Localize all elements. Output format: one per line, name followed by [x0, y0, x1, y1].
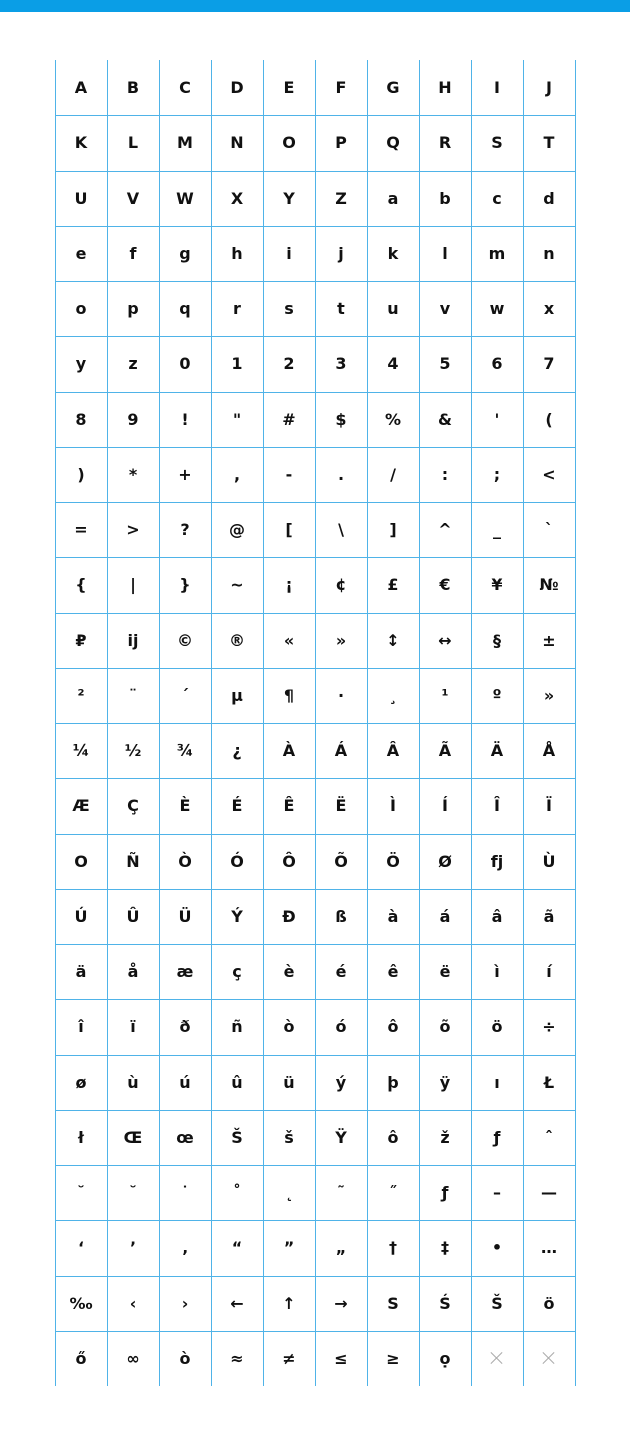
glyph-cell: å	[127, 962, 139, 982]
glyph-cell: ù	[127, 1072, 139, 1092]
glyph-cell: {	[75, 575, 87, 595]
glyph-cell: ¿	[232, 741, 242, 761]
glyph-cell: X	[230, 188, 244, 208]
glyph-cell: B	[126, 78, 140, 98]
glyph-cell: y	[75, 354, 87, 374]
glyph-cell: â	[491, 906, 503, 926]
glyph-cell: ~	[230, 575, 244, 595]
glyph-cell: '	[494, 409, 500, 429]
glyph-cell: :	[441, 464, 449, 484]
glyph-cell: №	[539, 575, 559, 595]
glyph-cell: "	[232, 409, 242, 429]
glyph-cell: †	[389, 1238, 397, 1258]
glyph-cell: ½	[124, 741, 142, 761]
glyph-cell: Ï	[546, 796, 552, 816]
glyph-cell: ö	[491, 1017, 503, 1037]
glyph-cell: 6	[491, 354, 503, 374]
glyph-cell: —	[541, 1183, 557, 1203]
glyph-cell: v	[439, 299, 451, 319]
glyph-cell: Â	[386, 741, 400, 761]
glyph-cell: Ł	[543, 1072, 555, 1092]
glyph-cell: ˚	[233, 1183, 241, 1203]
glyph-cell: 1	[231, 354, 243, 374]
glyph-cell: Œ	[123, 1127, 143, 1147]
glyph-cell: ²	[77, 685, 85, 705]
glyph-cell: G	[386, 78, 400, 98]
glyph-cell: ï	[130, 1017, 136, 1037]
glyph-cell: š	[284, 1127, 294, 1147]
glyph-cell: “	[231, 1238, 243, 1258]
glyph-cell: ₽	[75, 630, 87, 650]
glyph-cell: ∞	[126, 1348, 140, 1368]
glyph-cell: %	[384, 409, 402, 429]
glyph-cell: Š	[231, 1127, 243, 1147]
glyph-cell: Ç	[127, 796, 139, 816]
glyph-cell: +	[178, 464, 192, 484]
glyph-cell: ò	[179, 1348, 191, 1368]
glyph-cell: Ø	[438, 851, 452, 871]
glyph-cell: à	[387, 906, 399, 926]
glyph-cell: Š	[491, 1293, 503, 1313]
glyph-cell: ·	[337, 685, 345, 705]
glyph-cell: ‰	[69, 1293, 93, 1313]
glyph-cell: É	[231, 796, 243, 816]
glyph-cell: ‹	[129, 1293, 137, 1313]
glyph-cell: Ë	[335, 796, 347, 816]
glyph-cell: ]	[389, 520, 397, 540]
glyph-cell: -	[285, 464, 293, 484]
glyph-cell: é	[335, 962, 347, 982]
glyph-cell: æ	[176, 962, 194, 982]
glyph-cell: ƒ	[441, 1183, 449, 1203]
glyph-row	[55, 668, 575, 723]
glyph-cell: Ô	[282, 851, 296, 871]
glyph-cell: d	[543, 188, 555, 208]
grid-column-line	[575, 60, 576, 1386]
glyph-cell: ¨	[129, 685, 137, 705]
glyph-cell: Ò	[178, 851, 192, 871]
glyph-cell: z	[128, 354, 138, 374]
glyph-cell: 9	[127, 409, 139, 429]
glyph-cell: H	[438, 78, 452, 98]
glyph-cell: ý	[335, 1072, 347, 1092]
glyph-cell: .	[337, 464, 345, 484]
glyph-cell: »	[543, 685, 555, 705]
glyph-row	[55, 226, 575, 281]
glyph-cell: j	[338, 243, 344, 263]
glyph-cell: i	[286, 243, 292, 263]
glyph-cell: ø	[75, 1072, 87, 1092]
glyph-cell: M	[177, 133, 193, 153]
glyph-cell: h	[231, 243, 243, 263]
glyph-cell: ç	[232, 962, 242, 982]
glyph-cell: =	[74, 520, 88, 540]
glyph-cell: ő	[75, 1348, 87, 1368]
glyph-cell: #	[282, 409, 296, 429]
top-accent-bar	[0, 0, 630, 12]
glyph-cell: ĳ	[127, 630, 139, 650]
glyph-cell: Ã	[438, 741, 452, 761]
glyph-row	[55, 557, 575, 612]
glyph-cell: E	[283, 78, 295, 98]
glyph-cell: @	[229, 520, 245, 540]
glyph-cell: Û	[126, 906, 140, 926]
glyph-cell: ↑	[282, 1293, 296, 1313]
glyph-cell: S	[491, 133, 503, 153]
glyph-cell: ì	[494, 962, 500, 982]
glyph-cell: Ý	[231, 906, 243, 926]
glyph-cell: 3	[335, 354, 347, 374]
glyph-cell: ,	[233, 464, 241, 484]
glyph-cell: ˘	[129, 1183, 137, 1203]
glyph-cell: ´	[181, 685, 189, 705]
glyph-row	[55, 1055, 575, 1110]
missing-glyph-cell	[471, 1331, 523, 1386]
glyph-cell: „	[335, 1238, 347, 1258]
glyph-cell: F	[335, 78, 347, 98]
glyph-cell: ƒ	[493, 1127, 501, 1147]
glyph-cell: <	[542, 464, 556, 484]
glyph-row	[55, 1165, 575, 1220]
glyph-cell: }	[179, 575, 191, 595]
glyph-cell: o	[75, 299, 87, 319]
glyph-cell: Ú	[74, 906, 88, 926]
glyph-cell: À	[282, 741, 296, 761]
glyph-cell: |	[130, 575, 136, 595]
glyph-row	[55, 392, 575, 447]
glyph-row	[55, 60, 575, 115]
glyph-cell: ÿ	[439, 1072, 451, 1092]
glyph-cell: Ð	[282, 906, 296, 926]
glyph-cell: ò	[283, 1017, 295, 1037]
glyph-cell: ˘	[77, 1183, 85, 1203]
glyph-cell: ê	[387, 962, 399, 982]
glyph-cell: µ	[231, 685, 243, 705]
glyph-cell: Á	[334, 741, 348, 761]
glyph-cell: *	[128, 464, 138, 484]
glyph-cell: →	[334, 1293, 348, 1313]
glyph-cell: r	[233, 299, 241, 319]
glyph-cell: p	[127, 299, 139, 319]
glyph-cell: [	[285, 520, 293, 540]
glyph-cell: ˜	[337, 1183, 345, 1203]
glyph-row	[55, 1331, 575, 1386]
glyph-cell: Ś	[439, 1293, 451, 1313]
glyph-cell: «	[283, 630, 295, 650]
glyph-cell: ñ	[231, 1017, 243, 1037]
glyph-cell: ≈	[230, 1348, 244, 1368]
glyph-row	[55, 613, 575, 668]
glyph-row	[55, 1220, 575, 1275]
glyph-cell: w	[489, 299, 505, 319]
glyph-cell: £	[387, 575, 399, 595]
glyph-row	[55, 834, 575, 889]
glyph-cell: ‚	[181, 1238, 189, 1258]
glyph-cell: î	[78, 1017, 84, 1037]
glyph-cell: ¢	[335, 575, 347, 595]
glyph-cell: ¾	[176, 741, 194, 761]
glyph-cell: k	[387, 243, 399, 263]
glyph-cell: ¡	[285, 575, 293, 595]
glyph-row	[55, 281, 575, 336]
glyph-cell: I	[494, 78, 500, 98]
glyph-cell: ó	[335, 1017, 347, 1037]
glyph-cell: Å	[542, 741, 556, 761]
glyph-cell: n	[543, 243, 555, 263]
glyph-row	[55, 778, 575, 833]
glyph-row	[55, 999, 575, 1054]
glyph-cell: ↕	[386, 630, 400, 650]
glyph-row	[55, 944, 575, 999]
glyph-cell: Ó	[230, 851, 244, 871]
glyph-cell: Î	[494, 796, 500, 816]
glyph-cell: ‡	[441, 1238, 449, 1258]
glyph-cell: Ö	[386, 851, 400, 871]
glyph-cell: û	[231, 1072, 243, 1092]
glyph-cell: È	[179, 796, 191, 816]
glyph-row	[55, 115, 575, 170]
glyph-cell: §	[493, 630, 501, 650]
crossed-box-icon	[490, 1351, 504, 1365]
glyph-cell: R	[438, 133, 452, 153]
glyph-cell: ±	[542, 630, 556, 650]
glyph-cell: ’	[129, 1238, 137, 1258]
glyph-cell: ˝	[389, 1183, 397, 1203]
glyph-cell: ©	[177, 630, 193, 650]
glyph-cell: ?	[180, 520, 190, 540]
glyph-cell: 5	[439, 354, 451, 374]
glyph-cell: \	[338, 520, 344, 540]
glyph-cell: O	[282, 133, 296, 153]
glyph-cell: &	[438, 409, 452, 429]
glyph-cell: ≤	[334, 1348, 348, 1368]
glyph-cell: $	[335, 409, 347, 429]
glyph-cell: í	[546, 962, 552, 982]
glyph-cell: Ü	[178, 906, 192, 926]
glyph-cell: »	[335, 630, 347, 650]
glyph-cell: ≠	[282, 1348, 296, 1368]
glyph-cell: U	[74, 188, 88, 208]
glyph-cell: ð	[179, 1017, 191, 1037]
glyph-cell: ^	[438, 520, 452, 540]
glyph-cell: è	[283, 962, 295, 982]
glyph-row	[55, 502, 575, 557]
glyph-cell: ˆ	[545, 1127, 553, 1147]
glyph-cell: e	[75, 243, 87, 263]
glyph-cell: Z	[335, 188, 347, 208]
glyph-cell: 7	[543, 354, 555, 374]
glyph-cell: O	[74, 851, 88, 871]
glyph-cell: N	[230, 133, 244, 153]
glyph-cell: ←	[230, 1293, 244, 1313]
glyph-cell: c	[492, 188, 502, 208]
glyph-cell: Ì	[390, 796, 396, 816]
glyph-cell: ↔	[438, 630, 452, 650]
glyph-cell: ˙	[181, 1183, 189, 1203]
glyph-cell: ;	[493, 464, 501, 484]
glyph-cell: ˛	[285, 1183, 293, 1203]
glyph-cell: ä	[75, 962, 87, 982]
glyph-row	[55, 336, 575, 391]
glyph-cell: m	[488, 243, 506, 263]
glyph-row	[55, 1110, 575, 1165]
glyph-cell: S	[387, 1293, 399, 1313]
glyph-cell: (	[545, 409, 553, 429]
glyph-cell: W	[176, 188, 194, 208]
glyph-cell: f	[129, 243, 137, 263]
glyph-cell: Q	[386, 133, 400, 153]
glyph-cell: ã	[543, 906, 555, 926]
glyph-cell: !	[181, 409, 189, 429]
glyph-cell: )	[77, 464, 85, 484]
glyph-cell: œ	[176, 1127, 194, 1147]
glyph-cell: ß	[335, 906, 347, 926]
glyph-cell: Æ	[72, 796, 90, 816]
glyph-cell: g	[179, 243, 191, 263]
glyph-cell: C	[179, 78, 191, 98]
glyph-cell: ›	[181, 1293, 189, 1313]
glyph-cell: Í	[442, 796, 448, 816]
glyph-cell: T	[543, 133, 555, 153]
glyph-cell: `	[545, 520, 553, 540]
missing-glyph-cell	[523, 1331, 575, 1386]
glyph-cell: ú	[179, 1072, 191, 1092]
glyph-cell: –	[493, 1183, 501, 1203]
glyph-cell: ë	[439, 962, 451, 982]
glyph-cell: þ	[387, 1072, 399, 1092]
glyph-cell: Y	[283, 188, 295, 208]
glyph-grid	[55, 60, 575, 1386]
glyph-cell: Ñ	[126, 851, 140, 871]
glyph-cell: P	[335, 133, 347, 153]
glyph-cell: /	[390, 464, 396, 484]
glyph-cell: u	[387, 299, 399, 319]
glyph-cell: V	[126, 188, 140, 208]
glyph-cell: _	[493, 520, 501, 540]
glyph-cell: ®	[229, 630, 245, 650]
glyph-cell: ÷	[542, 1017, 556, 1037]
glyph-cell: á	[439, 906, 451, 926]
glyph-cell: Õ	[334, 851, 348, 871]
glyph-cell: ọ	[439, 1348, 451, 1368]
glyph-cell: ”	[283, 1238, 295, 1258]
glyph-cell: Ê	[283, 796, 295, 816]
glyph-cell: b	[439, 188, 451, 208]
glyph-cell: Ä	[490, 741, 504, 761]
glyph-cell: ô	[387, 1127, 399, 1147]
glyph-cell: €	[439, 575, 451, 595]
glyph-cell: ¹	[441, 685, 449, 705]
glyph-cell: ı	[494, 1072, 500, 1092]
glyph-cell: ž	[440, 1127, 450, 1147]
glyph-cell: J	[546, 78, 552, 98]
glyph-cell: a	[387, 188, 399, 208]
glyph-cell: 2	[283, 354, 295, 374]
glyph-cell: D	[230, 78, 244, 98]
glyph-cell: Ÿ	[335, 1127, 347, 1147]
glyph-row	[55, 889, 575, 944]
glyph-cell: t	[337, 299, 345, 319]
glyph-cell: ¶	[283, 685, 295, 705]
glyph-cell: l	[442, 243, 448, 263]
glyph-cell: s	[284, 299, 294, 319]
glyph-cell: ¼	[72, 741, 90, 761]
glyph-cell: fj	[490, 851, 504, 871]
crossed-box-icon	[542, 1351, 556, 1365]
glyph-cell: ¥	[491, 575, 503, 595]
glyph-row	[55, 1276, 575, 1331]
glyph-cell: ‘	[77, 1238, 85, 1258]
glyph-cell: 0	[179, 354, 191, 374]
glyph-row	[55, 723, 575, 778]
glyph-row	[55, 447, 575, 502]
glyph-cell: x	[543, 299, 555, 319]
glyph-cell: º	[492, 685, 502, 705]
glyph-cell: ł	[78, 1127, 84, 1147]
glyph-cell: A	[74, 78, 88, 98]
glyph-cell: •	[491, 1238, 503, 1258]
glyph-cell: 4	[387, 354, 399, 374]
glyph-cell: ö	[543, 1293, 555, 1313]
glyph-cell: ü	[283, 1072, 295, 1092]
glyph-cell: ¸	[389, 685, 397, 705]
glyph-cell: ô	[387, 1017, 399, 1037]
glyph-cell: q	[179, 299, 191, 319]
glyph-cell: ≥	[386, 1348, 400, 1368]
glyph-cell: …	[541, 1238, 557, 1258]
glyph-cell: 8	[75, 409, 87, 429]
glyph-cell: >	[126, 520, 140, 540]
glyph-cell: Ù	[542, 851, 556, 871]
glyph-cell: L	[127, 133, 139, 153]
glyph-row	[55, 171, 575, 226]
glyph-cell: K	[74, 133, 88, 153]
glyph-cell: õ	[439, 1017, 451, 1037]
